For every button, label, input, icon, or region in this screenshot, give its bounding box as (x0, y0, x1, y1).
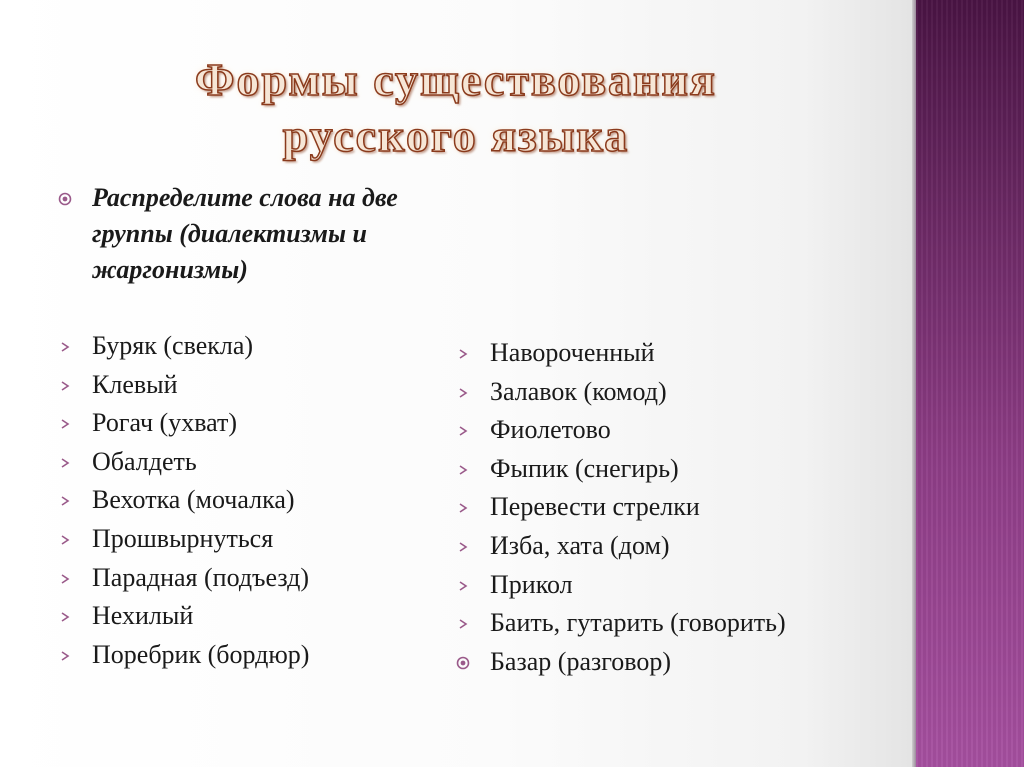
list-item (456, 334, 786, 373)
list-item-text: Буряк (свекла) (92, 331, 254, 360)
list-item (456, 411, 786, 450)
list-item-text: Поребрик (бордюр) (92, 639, 310, 669)
chevron-right-icon (458, 542, 468, 552)
ring-dot-icon (58, 192, 72, 206)
list-item (58, 327, 309, 366)
ring-dot-icon (456, 656, 470, 670)
list-item-text: Вехотка (мочалка) (92, 485, 295, 515)
list-item (58, 366, 309, 405)
word-list-right (456, 334, 786, 681)
chevron-right-icon (60, 381, 70, 391)
list-item-text: Изба, хата (дом) (490, 530, 670, 560)
list-item (456, 566, 786, 605)
list-item-text: Баить, гутарить (говорить) (490, 608, 786, 638)
chevron-right-icon (60, 574, 70, 584)
list-item (58, 481, 309, 520)
chevron-right-icon (458, 619, 468, 629)
list-item-text: Базар (разговор) (490, 646, 672, 676)
list-item-text: Прошвырнуться (92, 523, 274, 553)
list-item-text: Фыпик (снегирь) (490, 453, 679, 483)
list-item (456, 604, 786, 643)
list-item-text: Парадная (подъезд) (92, 562, 310, 592)
list-item (456, 373, 786, 412)
list-item (456, 450, 786, 489)
list-item (58, 559, 309, 598)
instruction-text: Распределите слова на две группы (диалектизмы и жаргонизмы) (92, 183, 398, 284)
chevron-right-icon (458, 465, 468, 475)
title-line-1: Формы существования (195, 54, 717, 105)
chevron-right-icon (60, 651, 70, 661)
chevron-right-icon (60, 419, 70, 429)
chevron-right-icon (458, 581, 468, 591)
chevron-right-icon (60, 458, 70, 468)
slide-title (0, 52, 912, 164)
list-item (456, 527, 786, 566)
list-item (456, 488, 786, 527)
chevron-right-icon (60, 612, 70, 622)
title-line-2: русского языка (282, 110, 630, 161)
word-list-left (58, 327, 309, 674)
list-item-text: Перевести стрелки (490, 492, 700, 522)
list-item (456, 643, 786, 682)
list-item-text: Фиолетово (490, 415, 611, 445)
accent-side-bar (916, 0, 1024, 767)
list-item (58, 404, 309, 443)
list-item-text: Прикол (490, 569, 573, 599)
list-item-text: Рогач (ухват) (92, 408, 238, 438)
list-item (58, 597, 309, 636)
list-item-text: Навороченный (490, 338, 655, 367)
list-item-text: Залавок (комод) (490, 376, 667, 406)
chevron-right-icon (458, 426, 468, 436)
list-item-text: Обалдеть (92, 446, 197, 476)
list-item-text: Клевый (92, 369, 178, 399)
list-item-text: Нехилый (92, 601, 194, 631)
chevron-right-icon (60, 496, 70, 506)
instruction (58, 180, 458, 288)
chevron-right-icon (458, 349, 468, 359)
list-item (58, 636, 309, 675)
chevron-right-icon (60, 342, 70, 352)
chevron-right-icon (458, 503, 468, 513)
list-item (58, 520, 309, 559)
chevron-right-icon (60, 535, 70, 545)
chevron-right-icon (458, 388, 468, 398)
list-item (58, 443, 309, 482)
